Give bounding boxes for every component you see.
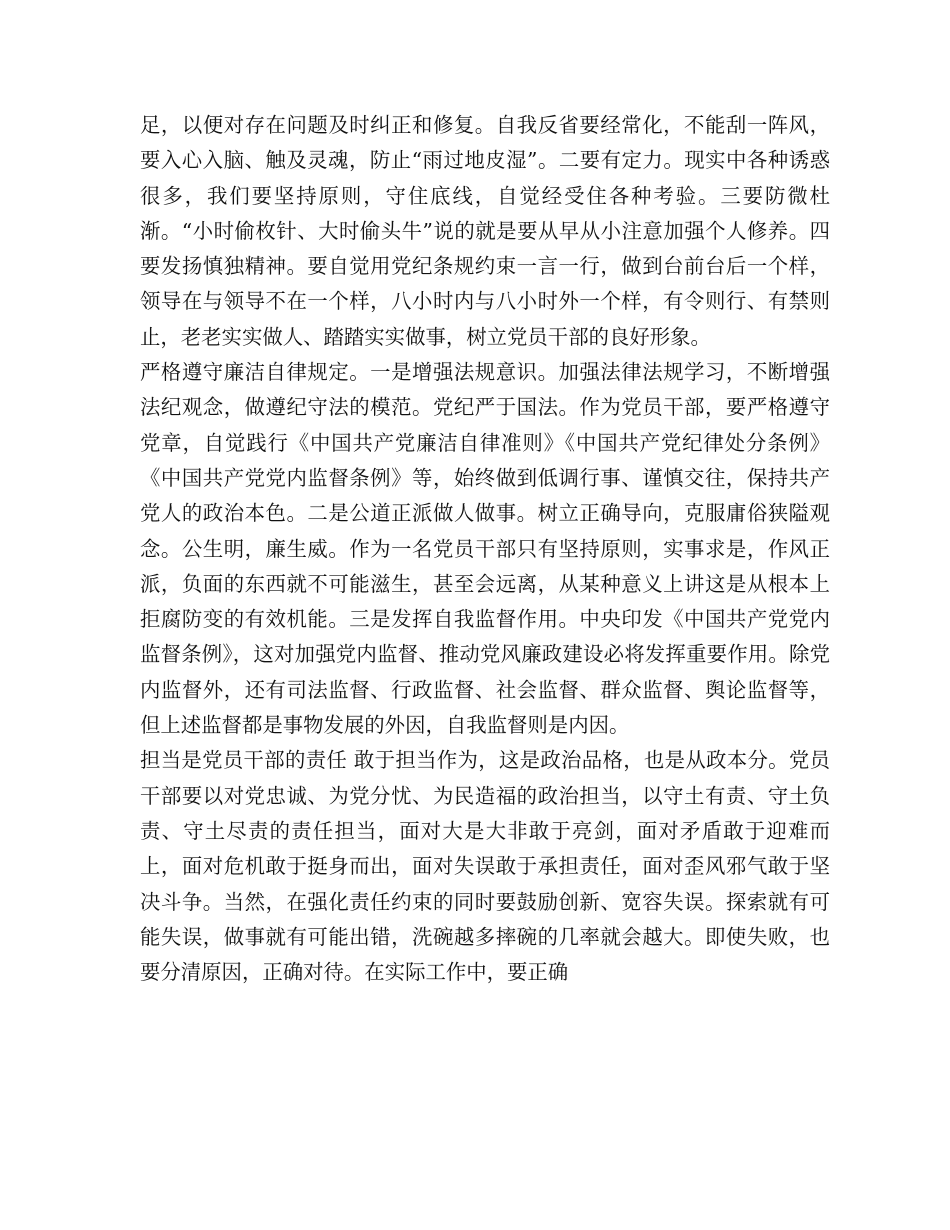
document-body [140,108,830,990]
paragraph-self-reflection: 足，以便对存在问题及时纠正和修复。自我反省要经常化，不能刮一阵风，要入心入脑、触及灵魂，防止“雨过地皮湿”。二要有定力。现实中各种诱惑很多，我们要坚持原则，守住底线，自觉经受住各种考验。三要防微杜渐。“小时偷枚针、大时偷头牛”说的就是要从早从小注意加强个人修养。四要发扬慎独精神。要自觉用党纪条规约束一言一行，做到台前台后一个样，领导在与领导不在一个样，八小时内与八小时外一个样，有令则行、有禁则止，老老实实做人、踏踏实实做事，树立党员干部的良好形象。 [140,113,830,349]
paragraph-integrity-rules: 严格遵守廉洁自律规定。一是增强法规意识。加强法律法规学习，不断增强法纪观念，做遵纪守法的模范。党纪严于国法。作为党员干部，要严格遵守党章，自觉践行《中国共产党廉洁自律准则》《中国共产党纪律处分条例》《中国共产党党内监督条例》等，始终做到低调行事、谨慎交往，保持共产党人的政治本色。二是公道正派做人做事。树立正确导向，克服庸俗狭隘观念。公生明，廉生威。作为一名党员干部只有坚持原则，实事求是，作风正派，负面的东西就不可能滋生，甚至会远离，从某种意义上讲这是从根本上拒腐防变的有效机能。三是发挥自我监督作用。中央印发《中国共产党党内监督条例》，这对加强党内监督、推动党风廉政建设必将发挥重要作用。除党内监督外，还有司法监督、行政监督、社会监督、群众监督、舆论监督等，但上述监督都是事物发展的外因，自我监督则是内因。 [140,360,830,738]
paragraph-responsibility: 担当是党员干部的责任 敢于担当作为，这是政治品格，也是从政本分。党员干部要以对党忠诚、为党分忧、为民造福的政治担当，以守土有责、守土负责、守土尽责的责任担当，面对大是大非敢于亮剑，面对矛盾敢于迎难而上，面对危机敢于挺身而出，面对失误敢于承担责任，面对歪风邪气敢于坚决斗争。当然，在强化责任约束的同时要鼓励创新、宽容失误。探索就有可能失误，做事就有可能出错，洗碗越多摔碗的几率就会越大。即使失败，也要分清原因，正确对待。在实际工作中，要正确 [140,748,830,985]
